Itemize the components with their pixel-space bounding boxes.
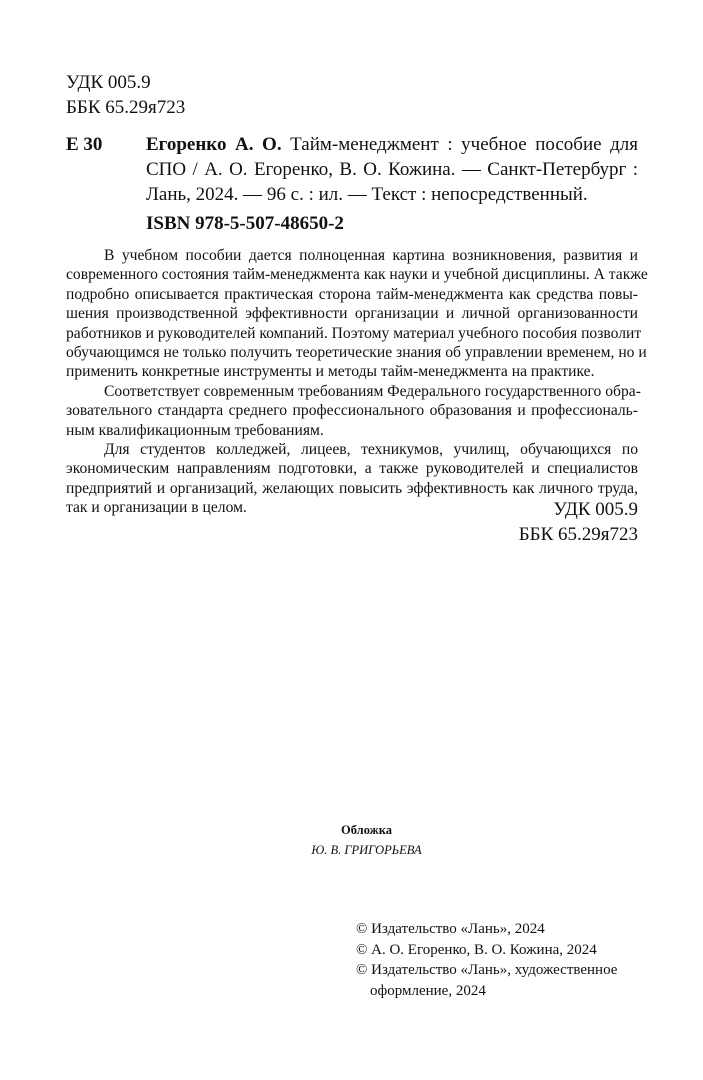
abstract-line: Соответствует современным требованиям Федерального государственного обра- <box>104 382 641 400</box>
cover-artist: Ю. В. ГРИГОРЬЕВА <box>311 843 422 857</box>
abstract-line: современного состояния тайм-менеджмента как науки и учебной дисциплины. А также <box>66 266 648 284</box>
abstract-line: работников и руководителей компаний. Поэтому материал учебного пособия позволит <box>66 324 642 342</box>
abstract-line: так и организации в целом. <box>66 499 247 517</box>
copyright-line: © Издательство «Лань», художественное <box>356 962 618 978</box>
bib-line-1-text: Тайм-менеджмент : учебное пособие для <box>290 134 638 155</box>
udk-code: УДК 005.9 <box>553 499 638 520</box>
abstract-line: обучающимся не только получить теоретические знания об управлении временем, но и <box>66 344 647 362</box>
abstract-line: шения производственной эффективности организации и личной организованности <box>66 305 638 323</box>
abstract-line: предприятий и организаций, желающих повысить эффективность как личного труда, <box>66 479 638 497</box>
abstract-line: ным квалификационным требованиям. <box>66 421 324 439</box>
bbk-code: ББК 65.29я723 <box>66 97 186 118</box>
classification-footer <box>519 497 638 547</box>
bib-line-2: СПО / А. О. Егоренко, В. О. Кожина. — Санкт-Петербург : <box>146 159 638 180</box>
udk-code: УДК 005.9 <box>66 72 151 93</box>
copyright-line: © Издательство «Лань», 2024 <box>356 921 545 937</box>
abstract <box>66 246 648 518</box>
abstract-line: зовательного стандарта среднего профессионального образования и профессиональ- <box>66 402 638 420</box>
bibliographic-record <box>66 132 638 207</box>
isbn: ISBN 978-5-507-48650-2 <box>146 213 344 234</box>
cover-label: Обложка <box>341 823 392 837</box>
bibliographic-entry <box>146 132 638 207</box>
bib-line-3: Лань, 2024. — 96 с. : ил. — Текст : непосредственный. <box>146 184 588 205</box>
bib-line-1 <box>146 132 638 157</box>
copyright-block <box>356 919 617 1001</box>
abstract-line: подробно описывается практическая сторона тайм-менеджмента как средства повы- <box>66 285 638 303</box>
copyright-line: © А. О. Егоренко, В. О. Кожина, 2024 <box>356 941 597 958</box>
abstract-line: применить конкретные инструменты и методы тайм-менеджмента на практике. <box>66 363 595 381</box>
classification-header <box>66 70 185 120</box>
author-heading: Егоренко А. О. <box>146 134 282 155</box>
bbk-code: ББК 65.29я723 <box>518 524 638 545</box>
abstract-line: В учебном пособии дается полноценная картина возникновения, развития и <box>104 247 638 264</box>
copyright-line: оформление, 2024 <box>370 982 486 999</box>
abstract-line: Для студентов колледжей, лицеев, техникумов, училищ, обучающихся по <box>104 441 638 459</box>
abstract-line: экономическим направлениям подготовки, а также руководителей и специалистов <box>66 460 638 478</box>
author-code: Е 30 <box>66 134 103 155</box>
cover-credit <box>0 823 703 858</box>
